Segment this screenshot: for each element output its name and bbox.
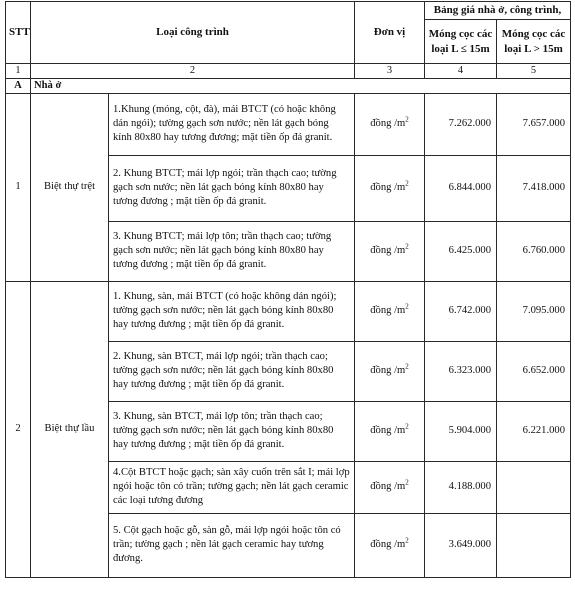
row-unit bbox=[355, 401, 425, 461]
header-col5: Móng cọc các loại L > 15m bbox=[497, 20, 571, 64]
unit-exponent: 2 bbox=[405, 362, 409, 371]
unit-base: đồng /m bbox=[370, 118, 406, 130]
column-number: 2 bbox=[31, 64, 355, 79]
price-le15: 5.904.000 bbox=[425, 401, 497, 461]
row-unit bbox=[355, 155, 425, 221]
unit-exponent: 2 bbox=[405, 302, 409, 311]
price-le15: 6.425.000 bbox=[425, 221, 497, 281]
unit-base: đồng /m bbox=[370, 425, 406, 437]
group-stt: 2 bbox=[6, 281, 31, 577]
unit-base: đồng /m bbox=[370, 539, 406, 551]
header-row-1 bbox=[6, 2, 571, 20]
unit-base: đồng /m bbox=[370, 305, 406, 317]
group-name: Biệt thự trệt bbox=[31, 93, 109, 281]
price-le15: 4.188.000 bbox=[425, 461, 497, 513]
unit-exponent: 2 bbox=[405, 179, 409, 188]
price-gt15: 7.657.000 bbox=[497, 93, 571, 155]
column-number-row bbox=[6, 64, 571, 79]
row-unit bbox=[355, 513, 425, 577]
table-row bbox=[6, 93, 571, 155]
price-gt15: 6.652.000 bbox=[497, 341, 571, 401]
row-unit bbox=[355, 461, 425, 513]
header-col4: Móng cọc các loại L ≤ 15m bbox=[425, 20, 497, 64]
price-gt15: 7.418.000 bbox=[497, 155, 571, 221]
row-unit bbox=[355, 221, 425, 281]
row-unit bbox=[355, 281, 425, 341]
price-le15: 6.742.000 bbox=[425, 281, 497, 341]
price-le15: 6.323.000 bbox=[425, 341, 497, 401]
row-description: 2. Khung, sàn BTCT, mái lợp ngói; trần thạch cao; tường gạch sơn nước; nền lát gạch bóng kính 80x80 hay tương đương ; mặt tiền ốp đá granit. bbox=[109, 341, 355, 401]
section-title: Nhà ở bbox=[31, 78, 571, 93]
header-type: Loại công trình bbox=[31, 2, 355, 64]
price-gt15: 6.221.000 bbox=[497, 401, 571, 461]
unit-exponent: 2 bbox=[405, 242, 409, 251]
header-price-group: Bảng giá nhà ở, công trình, bbox=[425, 2, 571, 20]
row-description: 2. Khung BTCT; mái lợp ngói; trần thạch cao; tường gạch sơn nước; nền lát gạch bóng kính 80x80 hay tương đương ; mặt tiền ốp đá granit. bbox=[109, 155, 355, 221]
row-description: 1. Khung, sàn, mái BTCT (có hoặc không dán ngói); tường gạch sơn nước; nền lát gạch bóng kính 80x80 hay tương đương ; mặt tiền ốp đá granit. bbox=[109, 281, 355, 341]
group-stt: 1 bbox=[6, 93, 31, 281]
row-description: 4.Cột BTCT hoặc gạch; sàn xây cuốn trên sắt I; mái lợp ngói hoặc tôn có trần; tường gạch; nền lát gạch ceramic các loại tương đương bbox=[109, 461, 355, 513]
header-unit: Đơn vị bbox=[355, 2, 425, 64]
unit-exponent: 2 bbox=[405, 536, 409, 545]
unit-exponent: 2 bbox=[405, 422, 409, 431]
unit-exponent: 2 bbox=[405, 478, 409, 487]
row-unit bbox=[355, 93, 425, 155]
price-table bbox=[5, 1, 571, 578]
table-row bbox=[6, 281, 571, 341]
unit-base: đồng /m bbox=[370, 481, 406, 493]
row-description: 3. Khung BTCT; mái lợp tôn; trần thạch cao; tường gạch sơn nước; nền lát gạch bóng kính 80x80 hay tương đương ; mặt tiền ốp đá granit. bbox=[109, 221, 355, 281]
unit-base: đồng /m bbox=[370, 182, 406, 194]
unit-base: đồng /m bbox=[370, 365, 406, 377]
group-name: Biệt thự lầu bbox=[31, 281, 109, 577]
column-number: 5 bbox=[497, 64, 571, 79]
price-le15: 3.649.000 bbox=[425, 513, 497, 577]
header-stt: STT bbox=[6, 2, 31, 64]
section-code: A bbox=[6, 78, 31, 93]
section-row bbox=[6, 78, 571, 93]
price-le15: 6.844.000 bbox=[425, 155, 497, 221]
column-number: 1 bbox=[6, 64, 31, 79]
row-unit bbox=[355, 341, 425, 401]
price-gt15 bbox=[497, 513, 571, 577]
column-number: 3 bbox=[355, 64, 425, 79]
price-gt15: 6.760.000 bbox=[497, 221, 571, 281]
row-description: 1.Khung (móng, cột, đà), mái BTCT (có hoặc không dán ngói); tường gạch sơn nước; nền lát gạch bóng kính 80x80 hay tương đương; mặt tiền ốp đá granit. bbox=[109, 93, 355, 155]
unit-exponent: 2 bbox=[405, 115, 409, 124]
price-gt15: 7.095.000 bbox=[497, 281, 571, 341]
price-gt15 bbox=[497, 461, 571, 513]
row-description: 3. Khung, sàn BTCT, mái lợp tôn; trần thạch cao; tường gạch sơn nước; nền lát gạch bóng kính 80x80 hay tương đương ; mặt tiền ốp đá granit. bbox=[109, 401, 355, 461]
price-le15: 7.262.000 bbox=[425, 93, 497, 155]
column-number: 4 bbox=[425, 64, 497, 79]
unit-base: đồng /m bbox=[370, 245, 406, 257]
row-description: 5. Cột gạch hoặc gỗ, sàn gỗ, mái lợp ngói hoặc tôn có trần; tường gạch ; nền lát gạch ceramic hay tương đương. bbox=[109, 513, 355, 577]
